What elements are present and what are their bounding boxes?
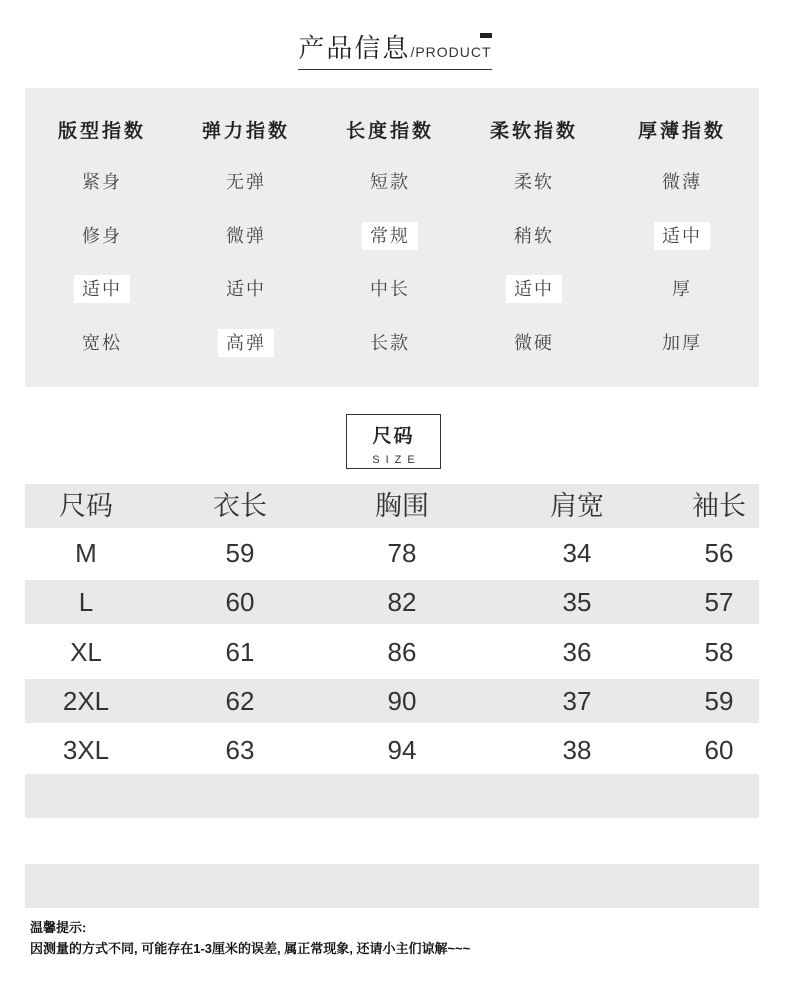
- attr-header: 长度指数: [345, 121, 434, 142]
- table-cell: 60: [704, 735, 734, 765]
- table-cell: 59: [225, 538, 255, 568]
- attr-option: 加厚: [662, 333, 702, 353]
- attr-option: 中长: [370, 279, 410, 299]
- title-en: /PRODUCT: [410, 44, 492, 60]
- table-cell: 34: [562, 538, 592, 568]
- attribute-panel: [25, 88, 759, 387]
- table-cell: 60: [225, 587, 255, 617]
- table-row: [25, 580, 759, 624]
- table-header-cell: 衣长: [213, 491, 267, 521]
- title-decor-mark: [480, 33, 492, 38]
- size-label-cn: 尺码: [372, 426, 415, 447]
- table-cell: 56: [704, 538, 734, 568]
- attr-option: 宽松: [82, 333, 122, 353]
- table-empty-row: [25, 774, 759, 818]
- attr-option: 修身: [82, 226, 122, 246]
- table-cell: 3XL: [62, 735, 110, 765]
- table-cell: 82: [387, 587, 417, 617]
- table-cell: 37: [562, 686, 592, 716]
- table-cell: 35: [562, 587, 592, 617]
- attr-header: 柔软指数: [489, 121, 578, 142]
- attr-option: 微硬: [514, 333, 554, 353]
- attr-option: 无弹: [226, 172, 266, 192]
- table-cell: 58: [704, 637, 734, 667]
- attr-option: 适中: [226, 279, 266, 299]
- table-cell: 90: [387, 686, 417, 716]
- size-section-label: [346, 414, 441, 469]
- attr-option: 微薄: [662, 172, 702, 192]
- table-header-cell: 肩宽: [550, 491, 604, 521]
- table-cell: 94: [387, 735, 417, 765]
- attr-option: 短款: [370, 172, 410, 192]
- attr-option: 紧身: [82, 172, 122, 192]
- table-row: [25, 728, 759, 772]
- table-cell: XL: [70, 637, 102, 667]
- table-empty-row: [25, 864, 759, 908]
- table-row: [25, 531, 759, 575]
- table-cell: L: [78, 587, 94, 617]
- table-row: [25, 679, 759, 723]
- attr-header: 弹力指数: [201, 121, 290, 142]
- attr-option-selected: 适中: [461, 275, 607, 303]
- notes-heading: 温馨提示:: [30, 920, 87, 935]
- table-cell: 63: [225, 735, 255, 765]
- notes-text: 因测量的方式不同, 可能存在1-3厘米的误差, 属正常现象, 还请小主们谅解~~~: [30, 941, 471, 956]
- attr-option-selected: 适中: [609, 222, 755, 250]
- attr-option: 柔软: [514, 172, 554, 192]
- table-header-row: [25, 484, 759, 528]
- table-cell: 86: [387, 637, 417, 667]
- attr-header: 厚薄指数: [637, 121, 726, 142]
- title-cn: 产品信息: [298, 33, 411, 63]
- attr-option-selected: 常规: [317, 222, 463, 250]
- table-header-cell: 尺码: [59, 491, 113, 521]
- attr-option: 微弹: [226, 226, 266, 246]
- table-cell: 59: [704, 686, 734, 716]
- attr-option: 稍软: [514, 226, 554, 246]
- table-cell: 36: [562, 637, 592, 667]
- attr-option-selected: 适中: [29, 275, 175, 303]
- attr-option: 厚: [672, 279, 692, 299]
- attr-header: 版型指数: [57, 121, 146, 142]
- table-cell: M: [75, 538, 97, 568]
- table-header-cell: 袖长: [692, 491, 746, 521]
- product-info-title-wrap: [0, 28, 790, 70]
- table-cell: 62: [225, 686, 255, 716]
- attr-option-selected: 高弹: [173, 329, 319, 357]
- table-header-cell: 胸围: [375, 491, 429, 521]
- product-info-title: [298, 28, 491, 70]
- table-cell: 61: [225, 637, 255, 667]
- table-cell: 57: [704, 587, 734, 617]
- size-label-en: SIZE: [372, 454, 421, 466]
- table-cell: 38: [562, 735, 592, 765]
- table-row: [25, 630, 759, 674]
- table-cell: 2XL: [62, 686, 110, 716]
- attr-option: 长款: [370, 333, 410, 353]
- table-cell: 78: [387, 538, 417, 568]
